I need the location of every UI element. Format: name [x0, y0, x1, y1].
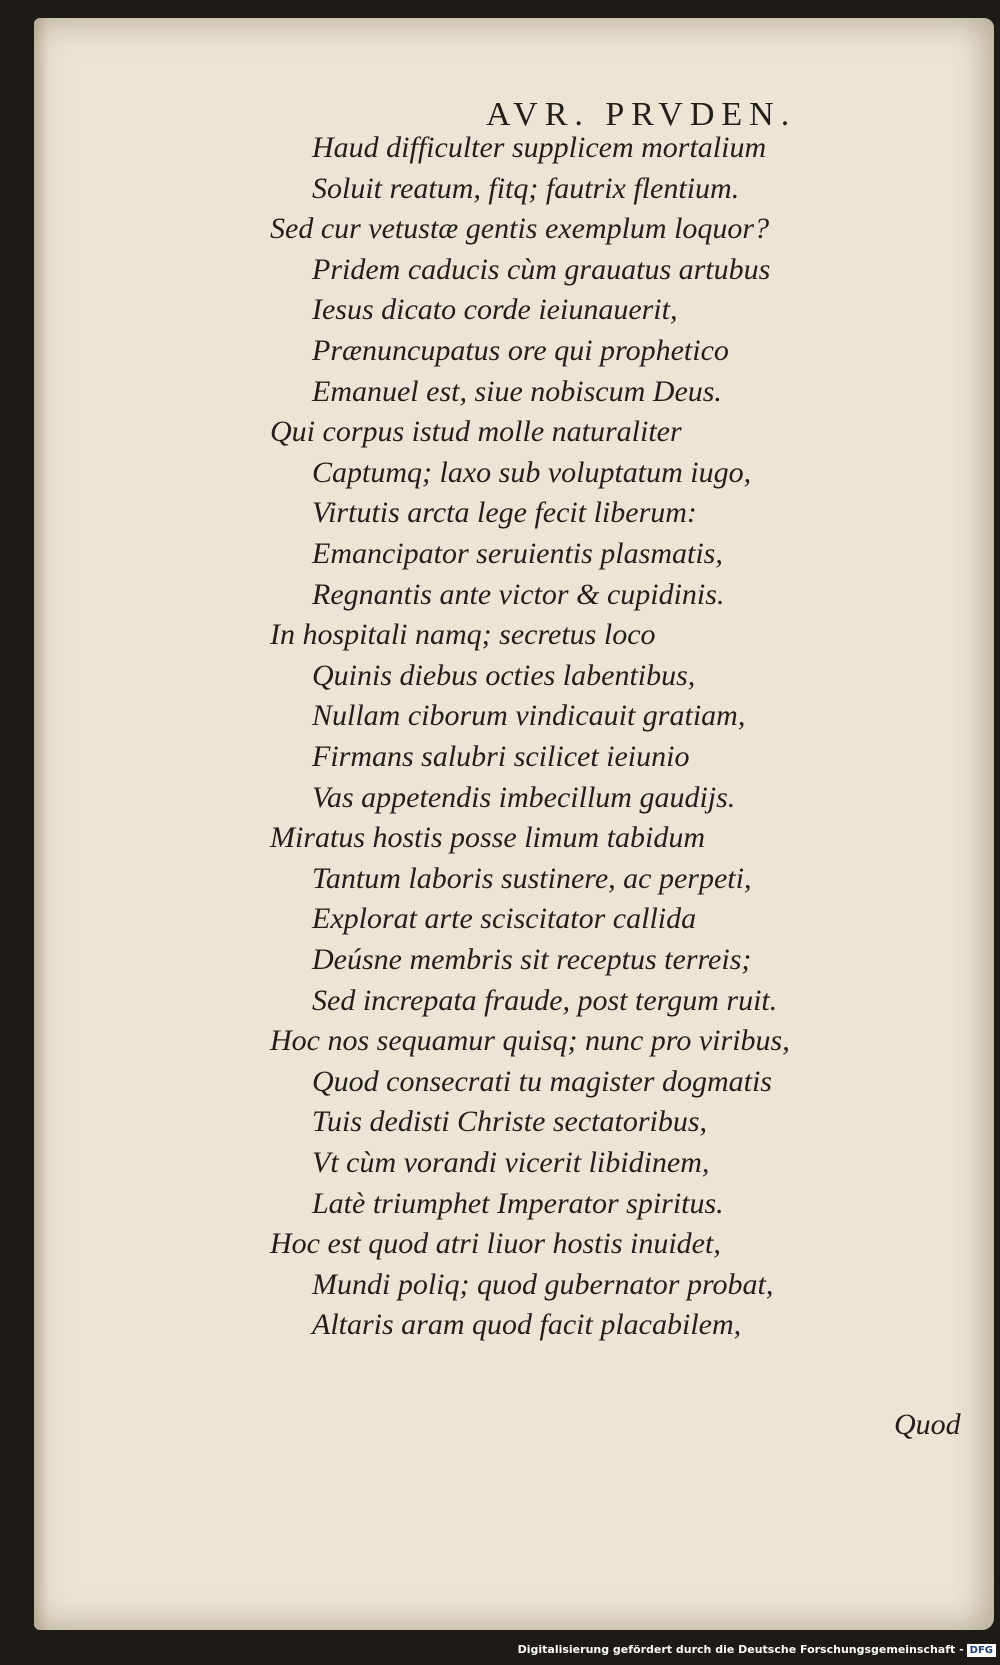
verse-line: Qui corpus istud molle naturaliter — [270, 415, 682, 449]
verse-line: Haud difficulter supplicem mortalium — [312, 131, 767, 164]
verse-line: Hoc nos sequamur quisq; nunc pro viribus, — [270, 1024, 790, 1058]
verse-line: Virtutis arcta lege fecit liberum: — [312, 496, 697, 530]
catchword: Quod — [894, 1408, 961, 1441]
verse-line: Firmans salubri scilicet ieiunio — [312, 740, 690, 773]
dfg-logo-icon: DFG — [967, 1644, 996, 1657]
credit-text: Digitalisierung gefördert durch die Deutsche Forschungsgemeinschaft - — [517, 1643, 964, 1656]
verse-line: Tantum laboris sustinere, ac perpeti, — [312, 861, 752, 895]
digitization-credit — [518, 1643, 996, 1657]
verse-line: Nullam ciborum vindicauit gratiam, — [312, 699, 746, 733]
verse-line: Emancipator seruientis plasmatis, — [312, 537, 723, 570]
verse-line: Prænuncupatus ore qui prophetico — [312, 334, 729, 367]
verse-line: Quod consecrati tu magister dogmatis — [312, 1064, 772, 1098]
verse-line: Explorat arte sciscitator callida — [312, 902, 697, 936]
verse-line: Altaris aram quod facit placabilem, — [312, 1308, 742, 1342]
verse-line: Sed cur vetustæ gentis exemplum loquor? — [270, 212, 770, 246]
verse-line: Captumq; laxo sub voluptatum iugo, — [312, 455, 752, 489]
verse-line: Sed increpata fraude, post tergum ruit. — [312, 983, 778, 1017]
running-head: AVR. PRVDEN. — [486, 96, 797, 133]
verse-line: Deúsne membris sit receptus terreis; — [312, 943, 752, 976]
verse-line: Hoc est quod atri liuor hostis inuidet, — [270, 1227, 721, 1261]
verse-line: Soluit reatum, fitq; fautrix flentium. — [312, 171, 740, 205]
verse-line: Iesus dicato corde ieiunauerit, — [312, 293, 678, 327]
verse-line: Pridem caducis cùm grauatus artubus — [312, 252, 771, 286]
verse-line: Quinis diebus octies labentibus, — [312, 658, 696, 692]
verse-line: Regnantis ante victor & cupidinis. — [312, 577, 725, 611]
verse-line: Mundi poliq; quod gubernator probat, — [312, 1267, 774, 1301]
verse-line: In hospitali namq; secretus loco — [270, 618, 656, 652]
book-page — [34, 18, 994, 1630]
verse-line: Latè triumphet Imperator spiritus. — [312, 1186, 724, 1220]
verse-line: Emanuel est, siue nobiscum Deus. — [312, 374, 722, 408]
verse-line: Vas appetendis imbecillum gaudijs. — [312, 780, 736, 814]
verse-line: Tuis dedisti Christe sectatoribus, — [312, 1105, 708, 1139]
verse-line: Vt cùm vorandi vicerit libidinem, — [312, 1146, 710, 1179]
verse-line: Miratus hostis posse limum tabidum — [270, 821, 706, 855]
